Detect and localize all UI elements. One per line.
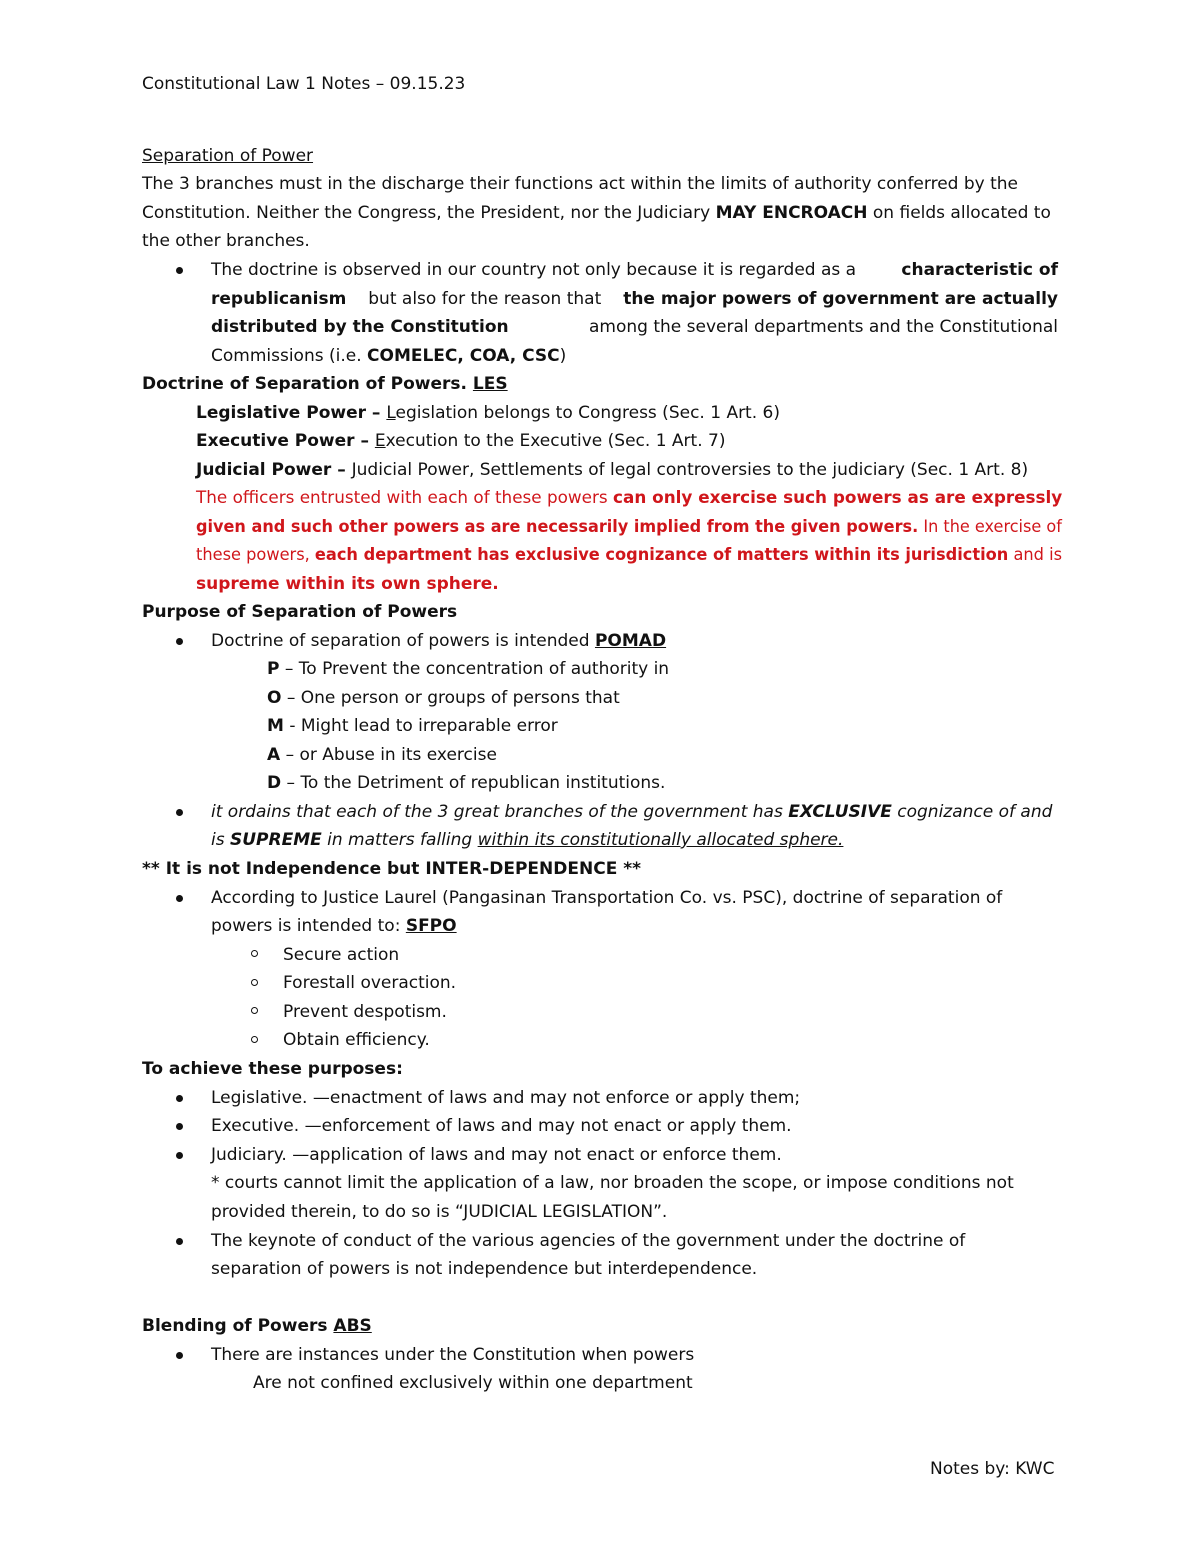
bullet-line: There are instances under the Constitution when powers — [211, 1345, 695, 1365]
pomad-item: D – To the Detriment of republican institutions. — [267, 773, 666, 793]
bullet-line: Commissions (i.e. COMELEC, COA, CSC) — [211, 346, 567, 366]
bullet-icon — [176, 809, 183, 816]
page-header-title: Constitutional Law 1 Notes – 09.15.23 — [142, 74, 466, 94]
pomad-item: M - Might lead to irreparable error — [267, 716, 558, 736]
paragraph-line: the other branches. — [142, 231, 310, 251]
bullet-icon — [176, 1123, 183, 1130]
power-item-judicial: Judicial Power – Judicial Power, Settlements of legal controversies to the judiciary (Sec. 1 Art. 8) — [196, 460, 1029, 480]
red-note-line: these powers, each department has exclusive cognizance of matters within its jurisdiction and is — [196, 545, 1063, 565]
bullet-line: Judiciary. —application of laws and may not enact or enforce them. — [211, 1145, 782, 1165]
bullet-line: is SUPREME in matters falling within its constitutionally allocated sphere. — [211, 830, 844, 850]
page-footer-credit: Notes by: KWC — [930, 1459, 1055, 1479]
circle-bullet-icon — [251, 950, 258, 957]
bullet-line: The keynote of conduct of the various agencies of the government under the doctrine of — [211, 1231, 966, 1251]
bullet-line: Executive. —enforcement of laws and may not enact or apply them. — [211, 1116, 792, 1136]
bullet-line: Are not confined exclusively within one department — [253, 1373, 693, 1393]
bullet-line: The doctrine is observed in our country not only because it is regarded as a characteristic of — [211, 260, 1058, 280]
bullet-icon — [176, 895, 183, 902]
sub-item: Secure action — [283, 945, 400, 965]
bullet-line: Legislative. —enactment of laws and may not enforce or apply them; — [211, 1088, 801, 1108]
sub-item: Forestall overaction. — [283, 973, 457, 993]
bullet-line: According to Justice Laurel (Pangasinan Transportation Co. vs. PSC), doctrine of separation of — [211, 888, 1003, 908]
bullet-note-line: provided therein, to do so is “JUDICIAL LEGISLATION”. — [211, 1202, 668, 1222]
pomad-item: A – or Abuse in its exercise — [267, 745, 497, 765]
bullet-line: it ordains that each of the 3 great branches of the government has EXCLUSIVE cognizance of and — [211, 802, 1053, 822]
section-heading-interdependence: ** It is not Independence but INTER-DEPENDENCE ** — [142, 859, 642, 879]
bullet-icon — [176, 1152, 183, 1159]
bullet-line: separation of powers is not independence but interdependence. — [211, 1259, 758, 1279]
circle-bullet-icon — [251, 1036, 258, 1043]
section-heading-separation: Separation of Power — [142, 146, 314, 166]
mnemonic-abs: ABS — [333, 1316, 372, 1336]
pomad-item: O – One person or groups of persons that — [267, 688, 620, 708]
circle-bullet-icon — [251, 1007, 258, 1014]
sub-item: Prevent despotism. — [283, 1002, 447, 1022]
circle-bullet-icon — [251, 979, 258, 986]
bullet-icon — [176, 267, 183, 274]
bullet-line: distributed by the Constitution among the several departments and the Constitutional — [211, 317, 1058, 337]
section-heading-achieve: To achieve these purposes: — [142, 1059, 403, 1079]
bullet-icon — [176, 638, 183, 645]
bullet-icon — [176, 1095, 183, 1102]
mnemonic-les: LES — [472, 374, 508, 394]
mnemonic-pomad: POMAD — [594, 631, 667, 651]
red-note-line: supreme within its own sphere. — [196, 574, 499, 594]
paragraph-line: The 3 branches must in the discharge their functions act within the limits of authority conferred by the — [142, 174, 1018, 194]
red-note-line: The officers entrusted with each of these powers can only exercise such powers as are expressly — [196, 488, 1063, 508]
pomad-item: P – To Prevent the concentration of authority in — [267, 659, 670, 679]
bullet-note-line: * courts cannot limit the application of a law, nor broaden the scope, or impose conditions not — [211, 1173, 1014, 1193]
bullet-icon — [176, 1238, 183, 1245]
section-heading-purpose: Purpose of Separation of Powers — [142, 602, 458, 622]
paragraph-line: Constitution. Neither the Congress, the President, nor the Judiciary MAY ENCROACH on fields allocated to — [142, 203, 1051, 223]
section-heading-doctrine: Doctrine of Separation of Powers. LES — [142, 374, 508, 394]
bullet-line: powers is intended to: SFPO — [211, 916, 457, 936]
power-item-legislative: Legislative Power – Legislation belongs to Congress (Sec. 1 Art. 6) — [196, 403, 780, 423]
mnemonic-sfpo: SFPO — [405, 916, 457, 936]
bullet-line: republicanism but also for the reason that the major powers of government are actually — [211, 289, 1058, 309]
bullet-line: Doctrine of separation of powers is intended POMAD — [211, 631, 667, 651]
red-note-line: given and such other powers as are necessarily implied from the given powers. In the exercise of — [196, 517, 1062, 537]
section-heading-blending: Blending of Powers ABS — [142, 1316, 372, 1336]
sub-item: Obtain efficiency. — [283, 1030, 430, 1050]
emphasis-may-encroach: MAY ENCROACH — [715, 203, 868, 223]
power-item-executive: Executive Power – Execution to the Executive (Sec. 1 Art. 7) — [196, 431, 726, 451]
bullet-icon — [176, 1352, 183, 1359]
